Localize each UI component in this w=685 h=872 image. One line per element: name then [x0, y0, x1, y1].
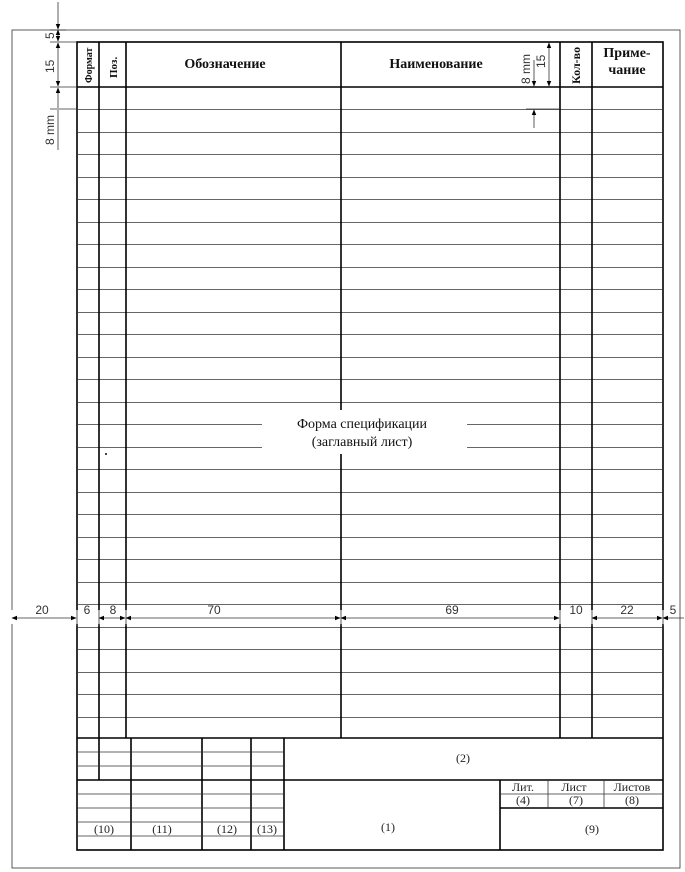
dim-col-pos: 8	[109, 603, 117, 617]
dim-row-min: 8 mm	[43, 115, 57, 145]
dim-col-note: 22	[620, 603, 634, 617]
form-title-line2: (заглавный лист)	[311, 435, 413, 450]
title-field-12: (12)	[217, 822, 237, 836]
dim-col-name: 69	[445, 603, 459, 617]
title-field-10: (10)	[94, 822, 114, 836]
title-field-2: (2)	[456, 751, 470, 765]
dim-left-margin: 20	[35, 603, 49, 617]
form-title-line1: Форма спецификации	[296, 417, 428, 432]
dim-row-min-right: 8 mm	[519, 54, 533, 84]
col-qty-header: Кол-во	[569, 46, 583, 84]
col-note-header-line1: Приме-	[603, 46, 651, 61]
col-format-header: Формат	[84, 47, 95, 83]
col-note-header-line2: чание	[608, 63, 646, 78]
sheets-label: Листов	[613, 780, 651, 794]
lit-label: Лит.	[512, 780, 534, 794]
dim-right-margin: 5	[669, 603, 677, 617]
title-field-9: (9)	[585, 822, 599, 836]
dim-top-margin: 5	[43, 32, 57, 39]
dim-col-qty: 10	[569, 603, 583, 617]
title-field-7: (7)	[569, 793, 583, 807]
left-height-dimensions	[43, 2, 77, 150]
col-designation-header: Обозначение	[184, 57, 266, 72]
title-field-13: (13)	[257, 822, 277, 836]
title-field-8: (8)	[625, 793, 639, 807]
title-field-1: (1)	[381, 820, 395, 834]
title-field-11: (11)	[152, 822, 172, 836]
title-block	[77, 738, 663, 850]
dim-col-format: 6	[83, 603, 91, 617]
col-pos-header: Поз.	[108, 56, 120, 78]
dim-col-designation: 70	[207, 603, 221, 617]
dim-header-height-right: 15	[534, 54, 548, 68]
col-name-header: Наименование	[389, 57, 483, 72]
dim-header-height: 15	[43, 59, 57, 73]
right-height-dimensions	[519, 43, 560, 128]
title-field-4: (4)	[516, 793, 530, 807]
column-width-dimensions	[10, 603, 684, 626]
sheet-label: Лист	[561, 780, 587, 794]
